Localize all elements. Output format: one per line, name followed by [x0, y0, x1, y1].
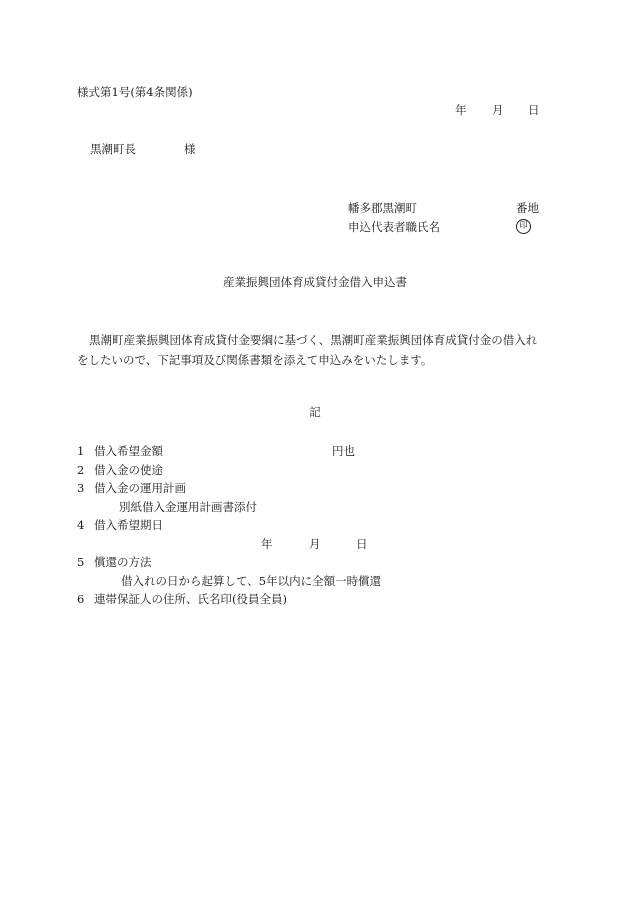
item-number: 6 — [77, 592, 85, 607]
date-month: 月 — [492, 103, 504, 117]
date-day: 日 — [528, 103, 540, 117]
item-label: 借入金の運用計画 — [94, 481, 186, 496]
application-date — [455, 103, 540, 117]
body-line-2: をしたいので、下記事項及び関係書類を添えて申込みをいたします。 — [77, 353, 433, 367]
item-list — [77, 442, 557, 609]
item-5-detail: 借入れの日から起算して、5年以内に全額一時償還 — [121, 573, 382, 588]
date-year: 年 — [455, 103, 467, 117]
date-day: 日 — [356, 536, 368, 551]
item-3-detail: 別紙借入金運用計画書添付 — [119, 499, 257, 514]
applicant-block — [348, 198, 539, 236]
date-month: 月 — [309, 536, 321, 551]
item-number: 1 — [77, 444, 85, 459]
form-number: 様式第1号(第4条関係) — [77, 85, 193, 99]
item-number: 5 — [77, 555, 85, 570]
item-label: 借入希望金額 — [94, 444, 163, 459]
applicant-address-suffix: 番地 — [516, 200, 539, 215]
addressee — [90, 142, 196, 156]
applicant-name-label: 申込代表者職氏名 — [348, 219, 440, 234]
item-label: 償還の方法 — [94, 555, 152, 570]
item-number: 3 — [77, 481, 85, 496]
addressee-honorific: 様 — [184, 142, 196, 156]
item-label: 連帯保証人の住所、氏名印(役員全員) — [94, 592, 287, 607]
item-1 — [77, 442, 557, 461]
item-4 — [77, 516, 557, 535]
applicant-address-row — [348, 198, 539, 217]
body-line-1: 黒潮町産業振興団体育成貸付金要綱に基づく、黒潮町産業振興団体育成貸付金の借入れ — [89, 333, 538, 347]
addressee-name: 黒潮町長 — [90, 142, 136, 156]
seal-mark: 印 — [516, 219, 531, 234]
applicant-address-label: 幡多郡黒潮町 — [348, 200, 417, 215]
item-number: 2 — [77, 462, 85, 477]
yen-unit: 円也 — [332, 444, 355, 459]
item-label: 借入希望期日 — [94, 518, 163, 533]
applicant-name-row — [348, 217, 539, 236]
item-6 — [77, 590, 557, 609]
item-3 — [77, 479, 557, 498]
item-5 — [77, 553, 557, 572]
item-label: 借入金の使途 — [94, 462, 163, 477]
item-2 — [77, 461, 557, 480]
document-title: 産業振興団体育成貸付金借入申込書 — [223, 275, 407, 289]
body-paragraph — [77, 330, 553, 370]
item-4-date — [77, 535, 557, 554]
date-year: 年 — [261, 536, 273, 551]
ki-heading: 記 — [309, 405, 321, 419]
item-number: 4 — [77, 518, 85, 533]
